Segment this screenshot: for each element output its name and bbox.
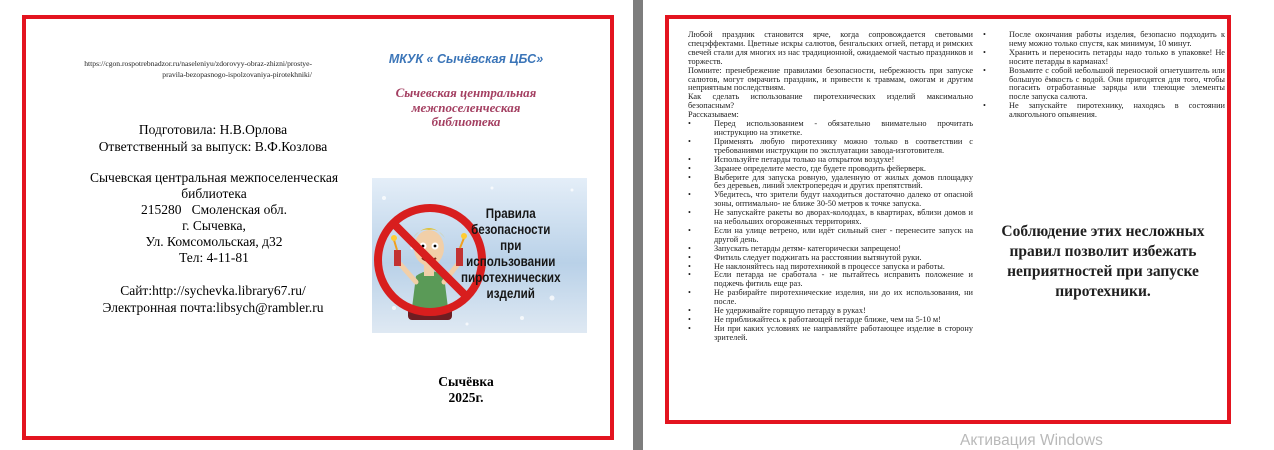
- poster-title-line: пиротехнических: [460, 270, 561, 285]
- library-line: межпоселенческая: [411, 99, 521, 115]
- cover-page: [0, 0, 633, 450]
- rules-list: [688, 120, 973, 343]
- responsible: Ответственный за выпуск: В.Ф.Козлова: [98, 138, 328, 154]
- list-item: [688, 289, 973, 307]
- contacts: [38, 283, 388, 316]
- rule-text: Фитиль следует поджигать на расстоянии вытянутой руки.: [714, 252, 922, 262]
- rule-text: Хранить и переносить петарды надо только в упаковке! Не носите петарды в карманах!: [1009, 47, 1225, 66]
- list-item: [688, 191, 973, 209]
- rule-text: Убедитесь, что зрители будут находиться достаточно далеко от опасной зоны, оптимально- не ближе 30-50 метров к точке запуска.: [714, 190, 973, 209]
- bullet-marker: •: [983, 65, 986, 75]
- list-item: [688, 138, 973, 156]
- bullet-marker: •: [688, 172, 691, 182]
- bullet-marker: •: [983, 47, 986, 57]
- rule-text: Запускать петарды детям- категорически запрещено!: [714, 243, 902, 253]
- library-name: [370, 86, 562, 130]
- intro-paragraph: Любой праздник становится ярче, когда сопровождается световыми спецэффектами. Цветные искры салютов, бенгальских огней, петард и римских свечей стали для многих из нас традиционной, ожидаемой частью праздников и торжеств.: [688, 30, 973, 66]
- right-column: [983, 31, 1225, 120]
- bullet-marker: •: [688, 190, 691, 200]
- list-item: [983, 102, 1225, 120]
- rule-text: Не удерживайте горящую петарду в руках!: [714, 306, 866, 316]
- org-name: МКУК « Сычёвская ЦБС»: [388, 52, 544, 66]
- credits: [38, 122, 388, 155]
- address-line: г. Сычевка,: [182, 218, 246, 233]
- bullet-marker: •: [983, 101, 986, 111]
- rule-text: После окончания работы изделия, безопасно подходить к нему можно только спустя, как минимум, 10 минут.: [1009, 30, 1225, 48]
- bullet-marker: •: [688, 243, 691, 253]
- list-item: [688, 174, 973, 192]
- phone: Тел: 4-11-81: [179, 250, 249, 265]
- rule-text: Заранее определите место, где будете проводить фейерверк.: [714, 163, 926, 173]
- bullet-marker: •: [688, 225, 691, 235]
- rule-text: Не запускайте пиротехнику, находясь в состоянии алкогольного опьянения.: [1009, 101, 1225, 120]
- bullet-marker: •: [688, 270, 691, 280]
- city: Сычёвка: [438, 374, 494, 389]
- rule-text: Выберите для запуска ровную, удаленную от жилых домов площадку без деревьев, линий электропередач и других препятствий.: [714, 172, 973, 191]
- address-block: [44, 170, 384, 266]
- poster-title-line: изделий: [486, 286, 535, 301]
- bullet-marker: •: [688, 323, 691, 333]
- list-item: [688, 325, 973, 343]
- email: Электронная почта:libsych@rambler.ru: [102, 299, 324, 315]
- rule-text: Если на улице ветрено, или идёт сильный снег - перенесите запуск на другой день.: [714, 225, 973, 244]
- poster-title: [454, 206, 568, 302]
- city-year: [402, 374, 530, 405]
- bullet-marker: •: [688, 252, 691, 262]
- year: 2025г.: [448, 389, 484, 405]
- intro-paragraph: Помните: пренебрежение правилами безопасности, небрежность при запуске салютов, могут омрачить праздник, и привести к травмам, ожогам и другим неприятным последствиям.: [688, 65, 973, 93]
- bullet-marker: •: [983, 30, 986, 39]
- bullet-marker: •: [688, 163, 691, 173]
- bullet-marker: •: [688, 119, 691, 129]
- address-line: библиотека: [181, 186, 247, 201]
- rule-text: Перед использованием - обязательно внимательно прочитать инструкцию на этикетке.: [714, 119, 973, 137]
- intro-paragraph: Рассказываем:: [688, 110, 739, 120]
- website: Сайт:http://sychevka.library67.ru/: [120, 283, 306, 298]
- rule-text: Не наклоняйтесь над пиротехникой в процессе запуска и работы.: [714, 261, 945, 271]
- bullet-marker: •: [688, 136, 691, 146]
- list-item: [983, 49, 1225, 67]
- prepared-by: Подготовила: Н.В.Орлова: [138, 122, 288, 137]
- list-item: [688, 209, 973, 227]
- left-column: [688, 31, 973, 343]
- library-line: библиотека: [431, 114, 501, 129]
- bullet-marker: •: [688, 208, 691, 218]
- closing-statement: Соблюдение этих несложных правил позволит избежать неприятностей при запуске пиротехники.: [1001, 223, 1205, 300]
- rule-text: Если петарда не сработала - не пытайтесь исправить положение и поджечь фитиль еще раз.: [714, 270, 973, 289]
- rule-text: Применять любую пиротехнику можно только в соответствии с требованиями инструкции по эксплуатации завода-изготовителя.: [714, 136, 973, 155]
- source-url: https://cgon.rospotrebnadzor.ru/naseleniyu/zdorovyy-obraz-zhizni/prostye-pravila-bezopasnogo-ispolzovaniya-pirotekhniki/: [84, 59, 312, 79]
- windows-activation-watermark: Активация Windows: [960, 432, 1103, 449]
- rule-text: Используйте петарды только на открытом воздухе!: [714, 154, 895, 164]
- address-line: 215280 Смоленская обл.: [140, 202, 287, 217]
- list-item: [688, 271, 973, 289]
- rule-text: Не разбирайте пиротехнические изделия, ни до их использования, ни после.: [714, 288, 973, 307]
- rule-text: Не запускайте ракеты во дворах-колодцах, в квартирах, вблизи домов и на небольших огороженных территориях.: [714, 208, 973, 227]
- bullet-marker: •: [688, 315, 691, 324]
- poster-title-line: Правила безопасности: [471, 206, 551, 237]
- address-line: Сычевская центральная межпоселенческая: [89, 170, 339, 185]
- rules-list: [983, 31, 1225, 120]
- rule-text: Ни при каких условиях не направляйте работающее изделие в сторону зрителей.: [714, 323, 973, 342]
- poster-image: [372, 178, 587, 333]
- bullet-marker: •: [688, 288, 691, 298]
- list-item: [688, 120, 973, 138]
- rule-text: Не приближайтесь к работающей петарде ближе, чем на 5-10 м!: [714, 315, 941, 324]
- bullet-marker: •: [688, 261, 691, 271]
- poster-title-line: при использовании: [466, 238, 556, 269]
- rule-text: Возьмите с собой небольшой переносной огнетушитель или большую ёмкость с водой. Они пригодятся для того, чтобы погасить отработанные заряды или тлеющие элементы после запуска салюта.: [1009, 65, 1225, 102]
- bullet-marker: •: [688, 154, 691, 164]
- bullet-marker: •: [688, 306, 691, 316]
- list-item: [983, 67, 1225, 103]
- inside-page: [643, 0, 1274, 450]
- list-item: [983, 31, 1225, 49]
- library-line: Сычевская центральная: [395, 85, 537, 100]
- list-item: [688, 227, 973, 245]
- address-line: Ул. Комсомольская, д32: [145, 234, 283, 249]
- intro-paragraph: Как сделать использование пиротехнических изделий максимально безопасным?: [688, 92, 973, 111]
